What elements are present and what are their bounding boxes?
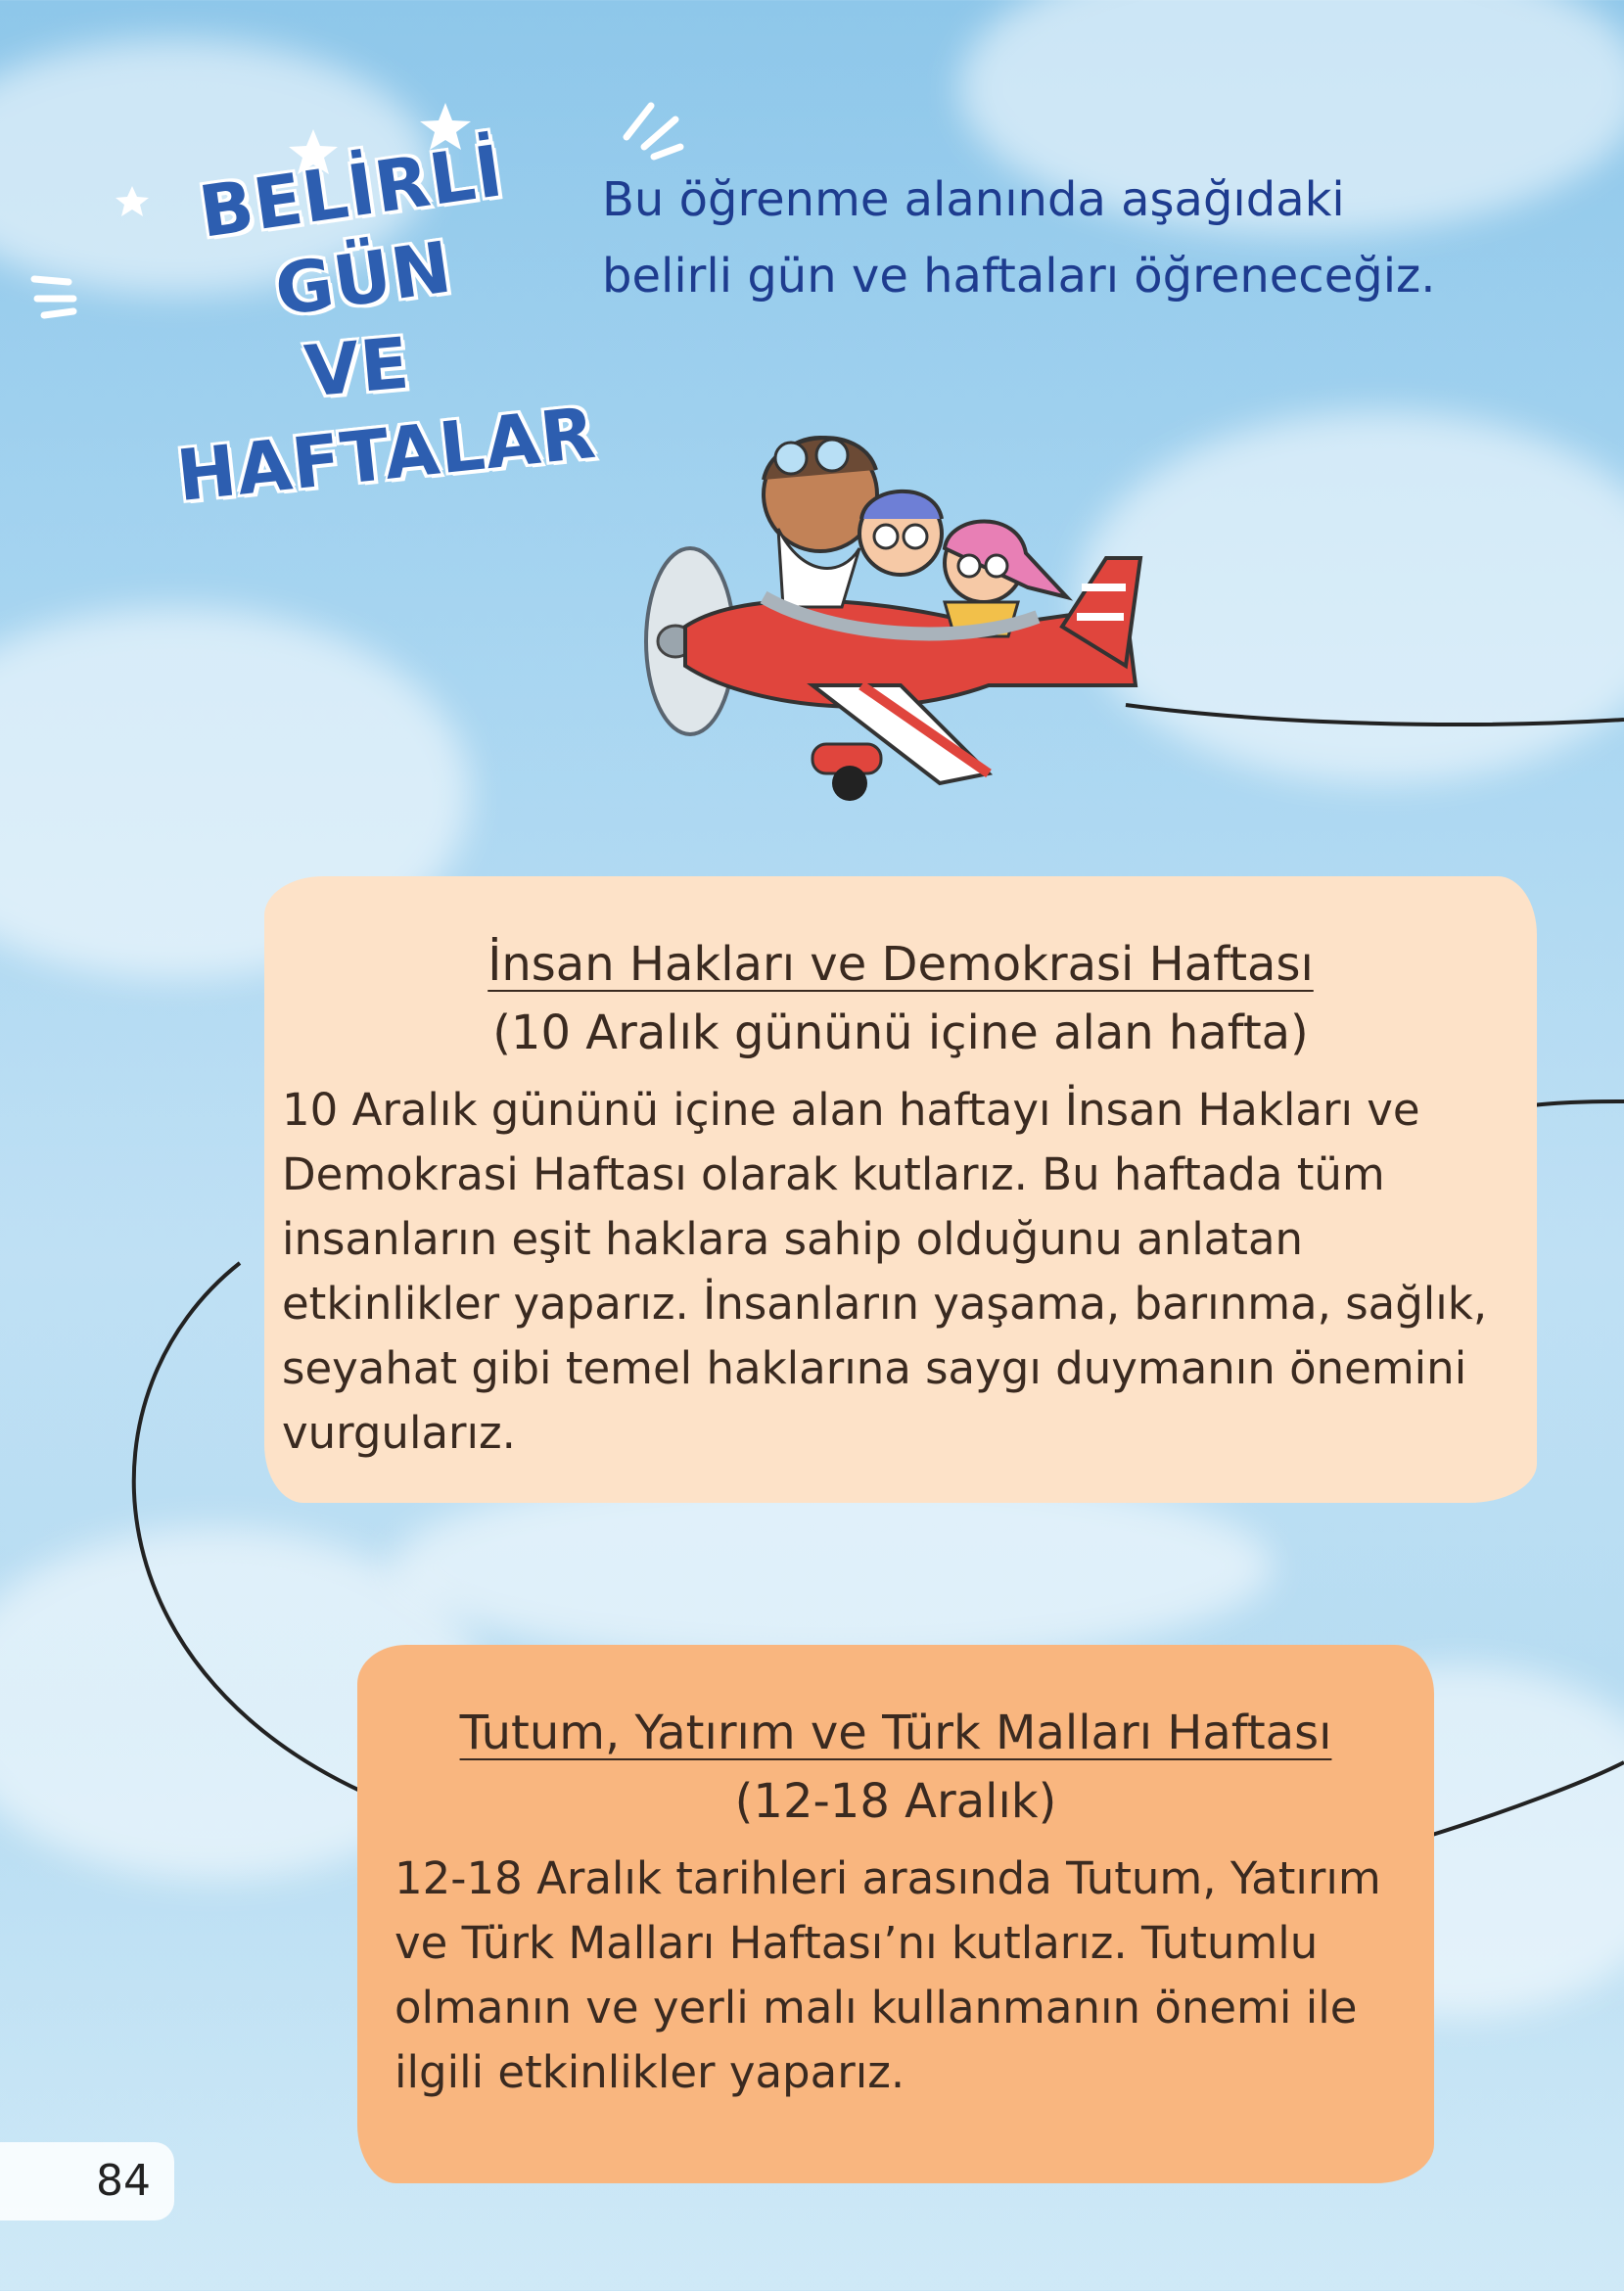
info-card-human-rights [264,876,1537,1503]
title-line-3: HAFTALAR [172,391,600,518]
flight-path-line [1429,1762,1624,1836]
title-line-1: BELİRLİ GÜN [194,129,508,332]
card-subtitle: (10 Aralık gününü içine alan hafta) [492,1005,1309,1060]
flight-path-line [1126,705,1624,725]
title-line-2: VE [302,321,413,413]
airplane-illustration [646,438,1140,801]
card-title: Tutum, Yatırım ve Türk Malları Haftası [459,1706,1332,1760]
card-title: İnsan Hakları ve Demokrasi Haftası [487,937,1314,992]
flight-path-line [1527,1101,1624,1106]
section-title [137,129,600,518]
info-card-thrift-week [357,1645,1434,2183]
card-body: 12-18 Aralık tarihleri arasında Tutum, Yatırım ve Türk Malları Haftası’nı kutlarız. Tutumlu olmanın ve yerli malı kullanmanın önemi ile ilgili etkinlikler yaparız. [394,1852,1381,2098]
page-number: 84 [0,2142,174,2221]
intro-text: Bu öğrenme alanında aşağıdaki belirli gün ve haftaları öğreneceğiz. [602,172,1436,304]
card-body: 10 Aralık gününü içine alan haftayı İnsan Hakları ve Demokrasi Haftası olarak kutlarız. Bu haftada tüm insanların eşit haklara sahip olduğunu anlatan etkinlikler yaparız. İnsanların yaşama, barınma, sağlık, seyahat gibi temel haklarına saygı duymanın önemini vurgularız. [282,1084,1488,1459]
card-subtitle: (12-18 Aralık) [734,1774,1057,1829]
